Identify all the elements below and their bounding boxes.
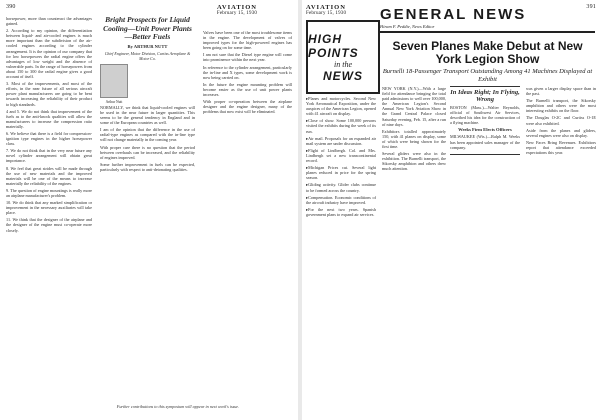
high-point-item: ▸ For the next two years. Spanish government plans to expand air services. [306, 207, 376, 217]
sidebar-subtext: MILWAUKEE (Wis.)—Ralph M. Weeks has been appointed sales manager of the company. [450, 134, 520, 150]
high-point-item: ▸ Close of show. Some 100,000 persons visited the exhibits during the week of its run. [306, 118, 376, 133]
left-page-number: 390 [6, 4, 16, 10]
paragraph: 8. We feel that great strides will be made through the use of new materials and the improved materials will be one of the means to increase materially the reliability of the engines. [6, 165, 92, 186]
right-page [302, 0, 600, 420]
section-editor: Hiram F. Peddie, News Editor [380, 24, 435, 29]
paragraph: 11. We think that the designer of the airplane and the designer of the engine must co-operate more closely. [6, 217, 92, 233]
paragraph: Aside from the planes and gliders, several engines were also on display. [526, 127, 596, 138]
left-magazine-name: AVIATION [217, 4, 257, 11]
paragraph: 3. Most of the improvements, and most of the efforts, in the near future of all serious aircraft power plant manufacturers are going to be bent towards increasing the reliability of their product to high standards. [6, 81, 92, 107]
symposium-footer-note: Further contributions to this symposium will appear in next week's issue. [116, 404, 240, 409]
paragraph: I am of the opinion that the difference in the use of radial-type engines as compared with the in-line type will not change materially in the coming year. [100, 127, 195, 143]
paragraph: In the future the engine mounting problem will become easier as the use of unit power plants increases. [203, 81, 292, 98]
article-title: Bright Prospects for Liquid Cooling—Unit Power Plants—Better Fuels [103, 15, 192, 41]
section-header [380, 6, 595, 33]
high-point-item: ▸ Air mail. Proposals for an expanded air mail system are under discussion. [306, 136, 376, 146]
high-point-item: ▸ Michigan Prices cut. Several light planes reduced in price for the spring season. [306, 165, 376, 180]
lead-story-column [382, 86, 446, 411]
paragraph: Some further improvement in fuels can be expected, particularly with respect to anti-detonating qualities. [100, 161, 195, 172]
high-points-line2: in the [334, 59, 352, 69]
lead-story-header [380, 40, 595, 83]
paragraph: I am not sure that the Diesel type engine will come into prominence within the next year. [203, 52, 292, 63]
paragraph: New Faces Bring Revenues. Exhibitors report that attendance exceeded expectations this year. [526, 139, 596, 156]
paragraph: horsepower, more than counteract the advantages gained. [6, 16, 92, 27]
paragraph: The Douglas O-2C and Curtiss O-1E were also exhibited. [526, 115, 596, 126]
high-point-item: ▸ Planes and motorcycles. Second New York Aeronautical Exposition, under the auspices of the American Legion, opened with 41 aircraft on display. [306, 96, 376, 116]
high-points-column [306, 96, 376, 416]
high-points-line1: HIGH POINTS [308, 31, 359, 60]
author-photo [100, 64, 128, 98]
section-title: GENERAL NEWS [380, 6, 527, 23]
sidebar-text: BOSTON (Mass.)—Walter Reynolds, official of Southwest Air Services, described his idea for the construction of a flying machine. [450, 105, 520, 126]
right-issue-date: February 15, 1930 [306, 11, 347, 16]
paragraph: Several gliders were also in the exhibition. The Burnelli transport, the Sikorsky amphibion and others drew much attention. [382, 151, 446, 172]
high-point-item: ▸ Flight of Lindbergh. Col. and Mrs. Lindbergh set a new transcontinental record. [306, 148, 376, 163]
left-col-1 [6, 16, 92, 416]
high-points-line3: NEWS [323, 68, 363, 83]
high-point-item: ▸ Gliding activity. Glider clubs continue to be formed across the country. [306, 182, 376, 192]
sidebar-subhead: Weeks Firm Elects Officers [458, 127, 512, 133]
paragraph: The Burnelli transport, the Sikorsky amphibion and others were the most interesting exhibits on the floor. [526, 98, 596, 114]
lead-story-deck: Burnelli 18-Passenger Transport Outstanding Among 41 Machines Displayed at Exhibit [382, 68, 593, 83]
paragraph: Exhibitors totalled approximately 150, with 41 planes on display, some of which were being shown for the first time. [382, 128, 446, 150]
article-credit: Chief Engineer, Motor Division, Curtiss Aeroplane & Motor Co. [104, 50, 191, 61]
paragraph: was given a larger display space than in the past. [526, 86, 596, 97]
right-magazine-name: AVIATION [306, 4, 346, 11]
left-col-3 [203, 30, 292, 400]
paragraph: 6. We believe that there is a field for compression-ignition type engines in the higher horsepower class. [6, 130, 92, 147]
left-page [0, 0, 298, 420]
section-rule [380, 31, 595, 33]
high-points-box [306, 20, 380, 94]
paragraph: With proper care there is no question that the period between overhauls can be increased, and the reliability of engines improved. [100, 144, 195, 160]
high-point-item: ▸ Compensation. Economic conditions of the aircraft industry have improved. [306, 195, 376, 205]
paragraph: 4 and 5. We do not think that improvement of the fuels as to the anti-knock qualities will allow the manufacturers to increase the compression ratio materially. [6, 108, 92, 129]
paragraph: NEW YORK (N.Y.)—With a large field for attendance bringing the total paid admissions to well over 100,000, the American Legion's Second Annual New York Aviation Show in the Grand Central Palace closed Saturday evening, Feb. 15, after a run of nine days. [382, 86, 446, 127]
sidebar-title: In Ideas Right; In Flying, Wrong [450, 89, 520, 103]
paragraph: 7. We do not think that in the very near future any novel cylinder arrangement will obtain great importance. [6, 148, 92, 164]
paragraph: NORMALLY, we think that liquid-cooled engines will be used in the near future in larger quantities. This seems to be the general tendency in England and in some of the European countries as well. [100, 104, 195, 126]
paragraph: 10. We do think that any marked simplification or improvement in the necessary auxiliaries will take place. [6, 200, 92, 216]
right-page-number: 391 [586, 4, 596, 10]
right-story-column [526, 86, 596, 411]
paragraph: 9. The question of engine mountings is really more an airplane manufacturer's problem. [6, 187, 92, 198]
photo-caption: Arthur Nutt [105, 99, 123, 104]
left-issue-date: February 15, 1930 [216, 11, 258, 16]
paragraph: In reference to the cylinder arrangement, particularly the in-line and X types, some development work is now being carried on. [203, 64, 292, 80]
article-byline: By ARTHUR NUTT [127, 43, 168, 49]
left-running-head [180, 4, 294, 16]
sidebar-story [450, 86, 520, 155]
paragraph: 2. According to my opinion, the differentiation between liquid- and air-cooled engines is much more important than the subdivision of the air-cooled engines according to the cylinder arrangement. It is the opinion of our company that for low horsepowers the radial engine offers the advantages of low weight and the absence of vulnerable parts. In the range of horsepowers from about 150 to 300 the radial engine gives a good account of itself. [6, 28, 92, 80]
lead-story-title: Seven Planes Make Debut at New York Legion Show [392, 39, 583, 66]
left-col-2 [100, 16, 195, 416]
paragraph: Valves have been one of the most troublesome items in the engine. The development of valves of improved types for the high-powered engines has been going on for some time. [203, 30, 292, 51]
paragraph: With proper co-operation between the airplane designer and the engine designer, many of the problems that now exist will be eliminated. [203, 99, 292, 115]
